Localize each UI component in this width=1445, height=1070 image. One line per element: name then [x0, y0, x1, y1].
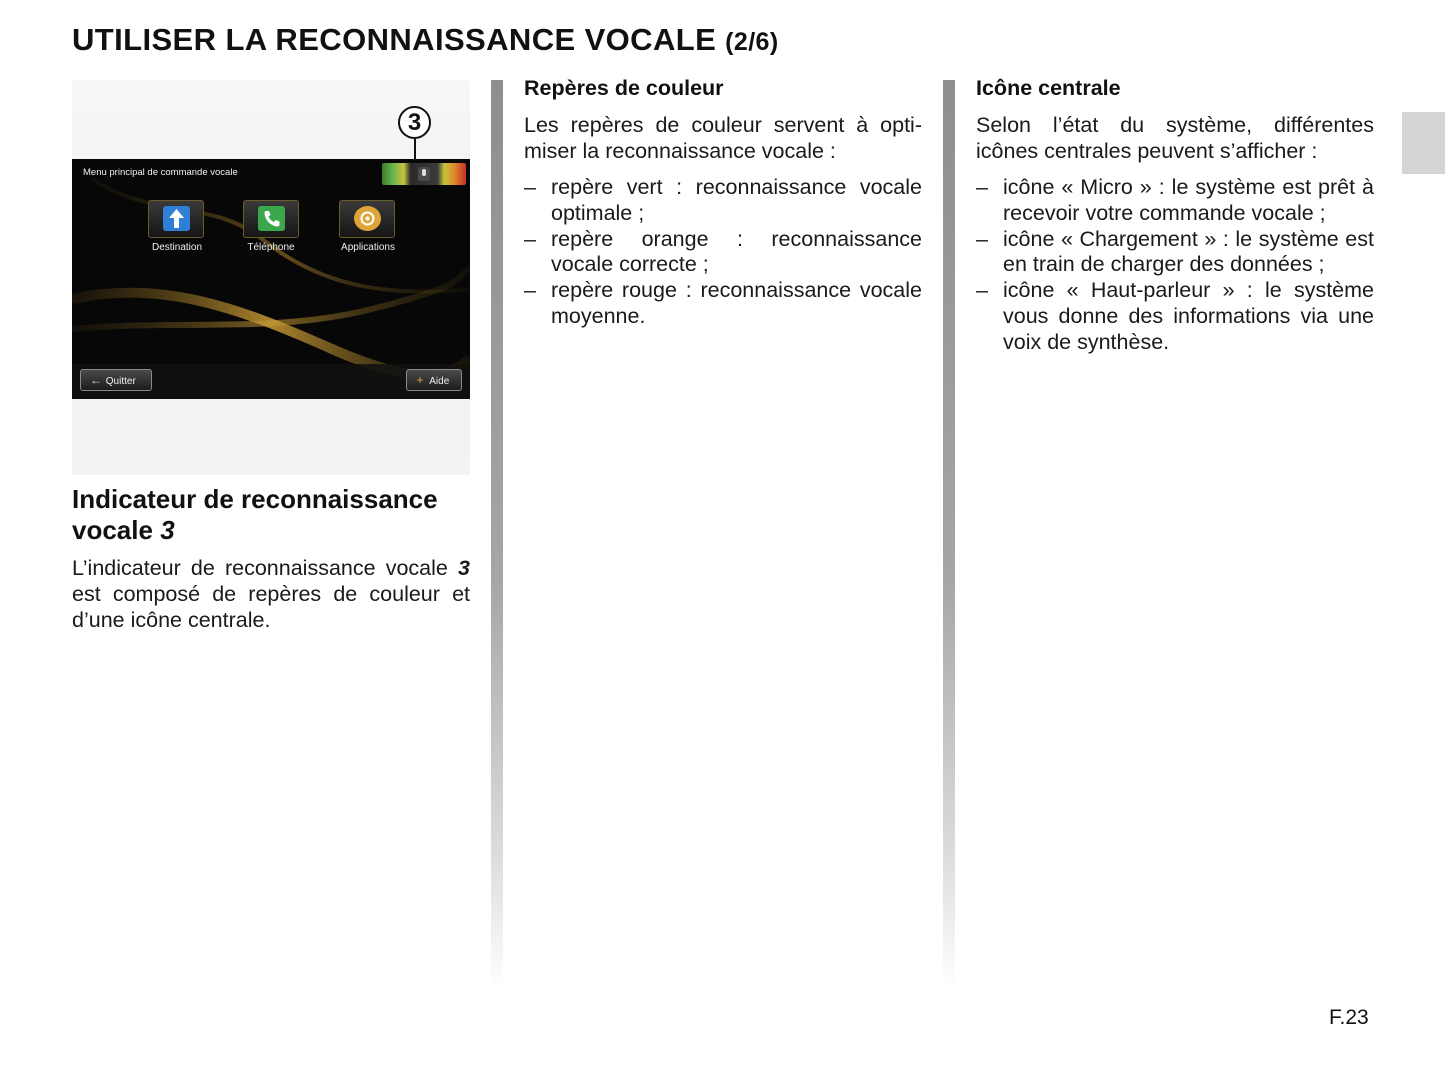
list-item: – icône « Haut-parleur » : le système vous donne des informations via une voix de synthèse.: [976, 278, 1374, 355]
indicator-heading: [72, 484, 472, 546]
color-markers-list: [524, 175, 922, 330]
list-item: – repère rouge : reconnaissance vocale moyenne.: [524, 278, 922, 330]
list-item: – icône « Chargement » : le système est en train de charger des données ;: [976, 227, 1374, 279]
back-arrow-icon: ←: [90, 373, 102, 387]
central-icon-list: [976, 175, 1374, 356]
screen-illustration: [72, 80, 470, 475]
applications-label: Applications: [341, 242, 395, 253]
destination-button[interactable]: [148, 200, 204, 238]
quit-button[interactable]: [80, 369, 152, 391]
central-icon-intro: Selon l’état du système, différentes icônes centrales peuvent s’afficher :: [976, 113, 1374, 163]
section-tab: [1402, 112, 1445, 174]
indicator-heading-ref: 3: [160, 515, 175, 545]
color-markers-heading: Repères de couleur: [524, 76, 724, 100]
callout-marker: 3: [398, 106, 431, 139]
applications-icon: [354, 206, 381, 231]
indicator-paragraph-ref: 3: [458, 556, 470, 580]
microphone-icon: [418, 167, 430, 181]
help-button[interactable]: [406, 369, 462, 391]
page-indicator: (2/6): [725, 28, 779, 56]
color-markers-intro: Les repères de couleur servent à optimiser la reconnaissance vocale :: [524, 113, 922, 163]
indicator-paragraph-part2: est composé de repères de couleur et d’une icône centrale.: [72, 582, 470, 632]
page-number: F.23: [1329, 1006, 1369, 1029]
list-item: – repère vert : reconnaissance vocale optimale ;: [524, 175, 922, 227]
indicator-paragraph: [72, 555, 470, 633]
voice-recognition-indicator: [382, 163, 466, 185]
column-divider-right: [943, 80, 955, 990]
telephone-label: Téléphone: [247, 242, 295, 253]
applications-button[interactable]: [339, 200, 395, 238]
indicator-heading-text: Indicateur de reconnaissance vocale: [72, 484, 438, 545]
voice-menu-screen: [72, 159, 470, 399]
column-divider-left: [491, 80, 503, 990]
list-item: – icône « Micro » : le système est prêt à recevoir votre commande vocale ;: [976, 175, 1374, 227]
phone-icon: [258, 206, 285, 231]
page-title-text: UTILISER LA RECONNAISSANCE VOCALE: [72, 22, 717, 57]
help-label: Aide: [429, 376, 450, 387]
quit-label: Quitter: [105, 376, 136, 387]
telephone-button[interactable]: [243, 200, 299, 238]
screen-title: Menu principal de commande vocale: [83, 167, 238, 178]
page-title: [72, 22, 779, 58]
navigation-arrow-icon: [163, 206, 190, 231]
indicator-paragraph-part1: L’indicateur de reconnaissance vocale: [72, 556, 448, 580]
list-item: – repère orange : reconnaissance vocale correcte ;: [524, 227, 922, 279]
central-icon-heading: Icône centrale: [976, 76, 1121, 100]
plus-icon: +: [416, 373, 424, 387]
destination-label: Destination: [151, 242, 203, 253]
background-swirl: [72, 159, 470, 399]
